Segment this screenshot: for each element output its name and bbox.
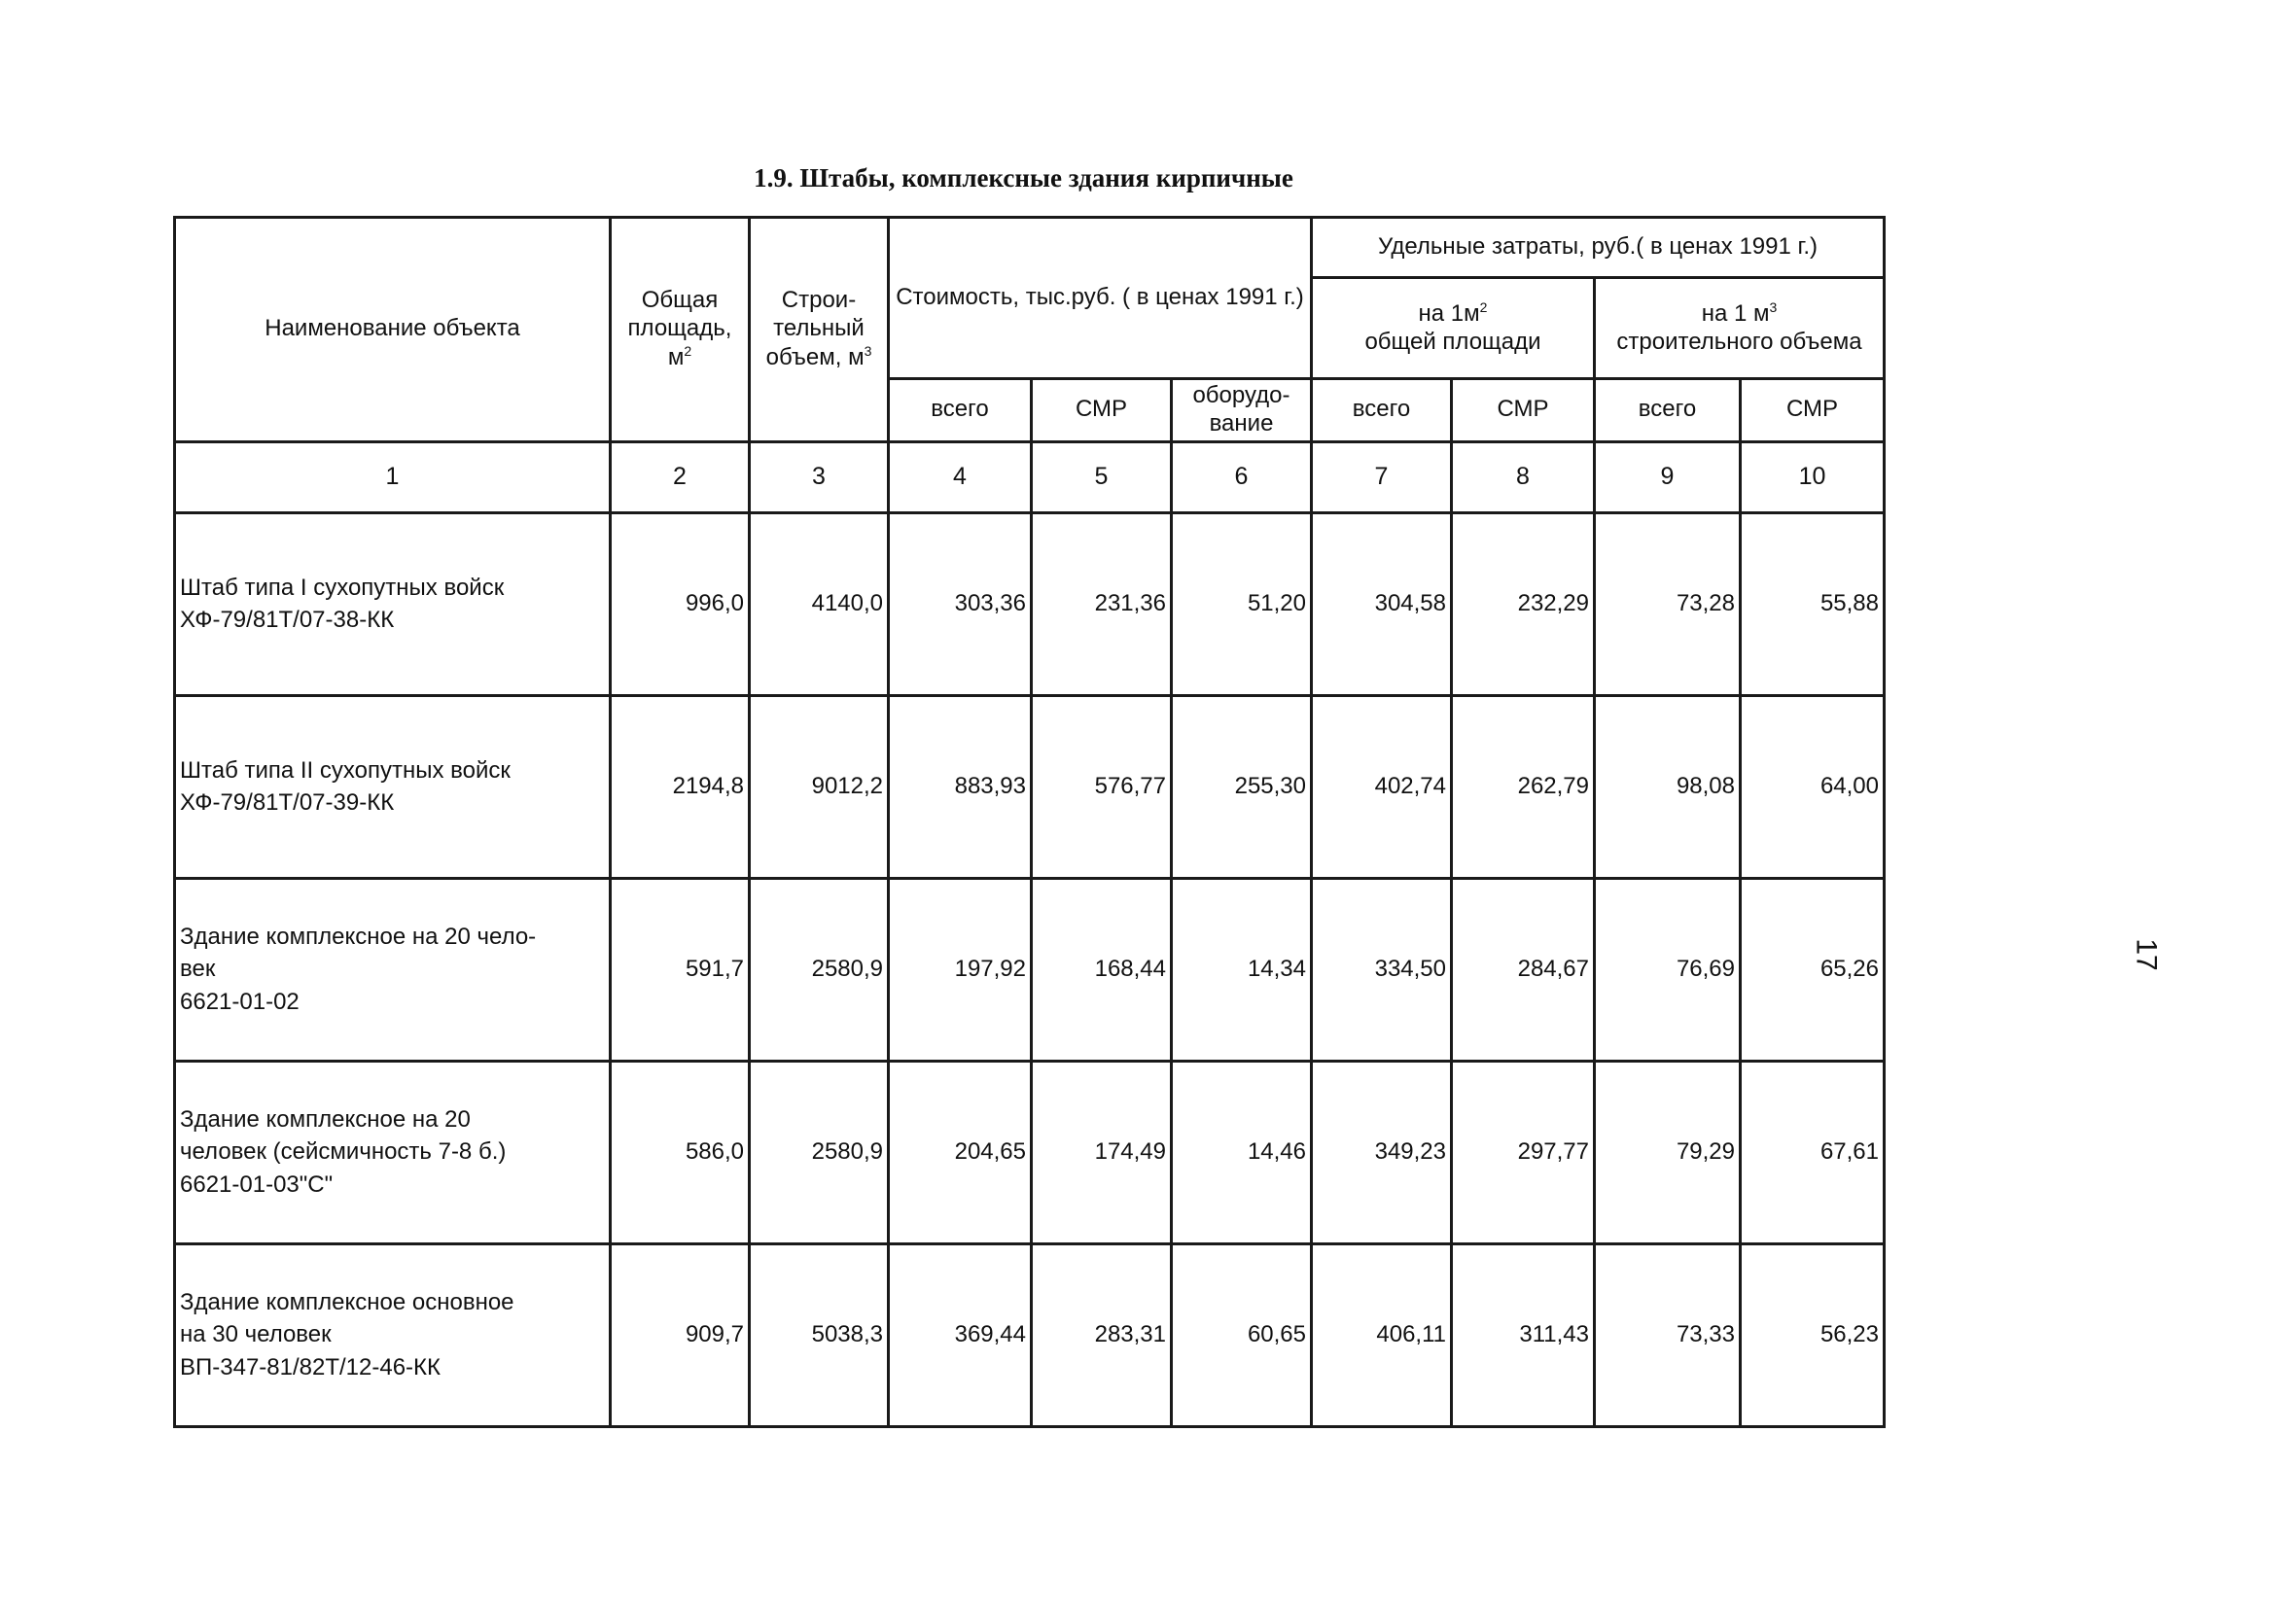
object-name-line: Штаб типа I сухопутных войск xyxy=(180,574,505,601)
header-cost-smr: СМР xyxy=(1032,379,1172,442)
value-cell: 65,26 xyxy=(1741,878,1885,1061)
table-row xyxy=(175,1061,1885,1243)
value-cell: 303,36 xyxy=(889,512,1032,695)
value-cell: 64,00 xyxy=(1741,695,1885,878)
value-cell: 232,29 xyxy=(1452,512,1595,695)
object-name xyxy=(175,878,611,1061)
object-name-line: 6621-01-03"С" xyxy=(180,1170,334,1198)
value-cell: 369,44 xyxy=(889,1243,1032,1426)
value-cell: 586,0 xyxy=(611,1061,750,1243)
column-number: 9 xyxy=(1595,441,1741,512)
value-cell: 73,33 xyxy=(1595,1243,1741,1426)
value-cell: 311,43 xyxy=(1452,1243,1595,1426)
value-cell: 591,7 xyxy=(611,878,750,1061)
value-cell: 334,50 xyxy=(1312,878,1452,1061)
column-number: 7 xyxy=(1312,441,1452,512)
object-name-line: Здание комплексное основное xyxy=(180,1288,514,1315)
object-name xyxy=(175,1243,611,1426)
header-per-m2 xyxy=(1312,278,1595,379)
header-per-m3-sup: 3 xyxy=(1769,299,1778,316)
header-volume xyxy=(750,218,889,442)
column-number: 1 xyxy=(175,441,611,512)
value-cell: 73,28 xyxy=(1595,512,1741,695)
column-number: 5 xyxy=(1032,441,1172,512)
value-cell: 79,29 xyxy=(1595,1061,1741,1243)
value-cell: 576,77 xyxy=(1032,695,1172,878)
value-cell: 76,69 xyxy=(1595,878,1741,1061)
value-cell: 304,58 xyxy=(1312,512,1452,695)
column-number: 8 xyxy=(1452,441,1595,512)
header-per-m2-prefix: на 1м xyxy=(1418,300,1480,328)
table-row xyxy=(175,878,1885,1061)
object-name-line: человек (сейсмичность 7-8 б.) xyxy=(180,1138,507,1166)
value-cell: 14,46 xyxy=(1172,1061,1312,1243)
header-area xyxy=(611,218,750,442)
object-name-line: Здание комплексное на 20 чело- xyxy=(180,923,537,950)
value-cell: 60,65 xyxy=(1172,1243,1312,1426)
column-number: 2 xyxy=(611,441,750,512)
value-cell: 67,61 xyxy=(1741,1061,1885,1243)
value-cell: 2580,9 xyxy=(750,878,889,1061)
value-cell: 283,31 xyxy=(1032,1243,1172,1426)
column-number: 6 xyxy=(1172,441,1312,512)
value-cell: 297,77 xyxy=(1452,1061,1595,1243)
object-name-line: ХФ-79/81Т/07-39-КК xyxy=(180,789,395,817)
value-cell: 51,20 xyxy=(1172,512,1312,695)
value-cell: 883,93 xyxy=(889,695,1032,878)
header-unit-cost-group: Удельные затраты, руб.( в ценах 1991 г.) xyxy=(1312,218,1885,278)
value-cell: 168,44 xyxy=(1032,878,1172,1061)
value-cell: 9012,2 xyxy=(750,695,889,878)
object-name-line: 6621-01-02 xyxy=(180,988,300,1015)
value-cell: 2580,9 xyxy=(750,1061,889,1243)
value-cell: 349,23 xyxy=(1312,1061,1452,1243)
table-row xyxy=(175,512,1885,695)
header-cost-group: Стоимость, тыс.руб. ( в ценах 1991 г.) xyxy=(889,218,1312,379)
value-cell: 231,36 xyxy=(1032,512,1172,695)
header-m3-total: всего xyxy=(1595,379,1741,442)
value-cell: 2194,8 xyxy=(611,695,750,878)
value-cell: 284,67 xyxy=(1452,878,1595,1061)
value-cell: 406,11 xyxy=(1312,1243,1452,1426)
value-cell: 56,23 xyxy=(1741,1243,1885,1426)
header-m2-total: всего xyxy=(1312,379,1452,442)
header-area-sup: 2 xyxy=(684,342,692,359)
value-cell: 197,92 xyxy=(889,878,1032,1061)
value-cell: 55,88 xyxy=(1741,512,1885,695)
document-title: 1.9. Штабы, комплексные здания кирпичные xyxy=(754,163,1293,192)
object-name-line: Штаб типа II сухопутных войск xyxy=(180,756,511,784)
object-name xyxy=(175,1061,611,1243)
header-volume-text: Строи-тельный объем, м xyxy=(765,287,865,370)
value-cell: 204,65 xyxy=(889,1061,1032,1243)
value-cell: 909,7 xyxy=(611,1243,750,1426)
cost-table xyxy=(173,216,1886,1428)
table-row xyxy=(175,695,1885,878)
object-name-line: ВП-347-81/82Т/12-46-КК xyxy=(180,1353,442,1380)
value-cell: 262,79 xyxy=(1452,695,1595,878)
object-name-line: ХФ-79/81Т/07-38-КК xyxy=(180,607,395,634)
header-area-text: Общая площадь, м xyxy=(627,287,732,370)
object-name xyxy=(175,512,611,695)
header-volume-sup: 3 xyxy=(864,342,872,359)
column-number: 10 xyxy=(1741,441,1885,512)
header-m2-smr: СМР xyxy=(1452,379,1595,442)
object-name xyxy=(175,695,611,878)
value-cell: 4140,0 xyxy=(750,512,889,695)
object-name-line: Здание комплексное на 20 xyxy=(180,1105,471,1133)
header-m3-smr: СМР xyxy=(1741,379,1885,442)
column-number: 3 xyxy=(750,441,889,512)
header-per-m2-suffix: общей площади xyxy=(1364,329,1541,355)
value-cell: 255,30 xyxy=(1172,695,1312,878)
page-number: 17 xyxy=(2130,938,2163,971)
header-per-m2-sup: 2 xyxy=(1479,299,1488,316)
table-row xyxy=(175,1243,1885,1426)
header-name: Наименование объекта xyxy=(175,218,611,442)
header-per-m3 xyxy=(1595,278,1885,379)
value-cell: 98,08 xyxy=(1595,695,1741,878)
header-per-m3-suffix: строительного объема xyxy=(1616,329,1862,355)
header-cost-total: всего xyxy=(889,379,1032,442)
column-number: 4 xyxy=(889,441,1032,512)
value-cell: 14,34 xyxy=(1172,878,1312,1061)
value-cell: 174,49 xyxy=(1032,1061,1172,1243)
object-name-line: на 30 человек xyxy=(180,1321,332,1348)
header-per-m3-prefix: на 1 м xyxy=(1701,300,1770,328)
value-cell: 996,0 xyxy=(611,512,750,695)
value-cell: 402,74 xyxy=(1312,695,1452,878)
object-name-line: век xyxy=(180,956,216,983)
value-cell: 5038,3 xyxy=(750,1243,889,1426)
header-cost-equipment: оборудо-вание xyxy=(1172,379,1312,442)
column-number-row xyxy=(175,441,1885,512)
